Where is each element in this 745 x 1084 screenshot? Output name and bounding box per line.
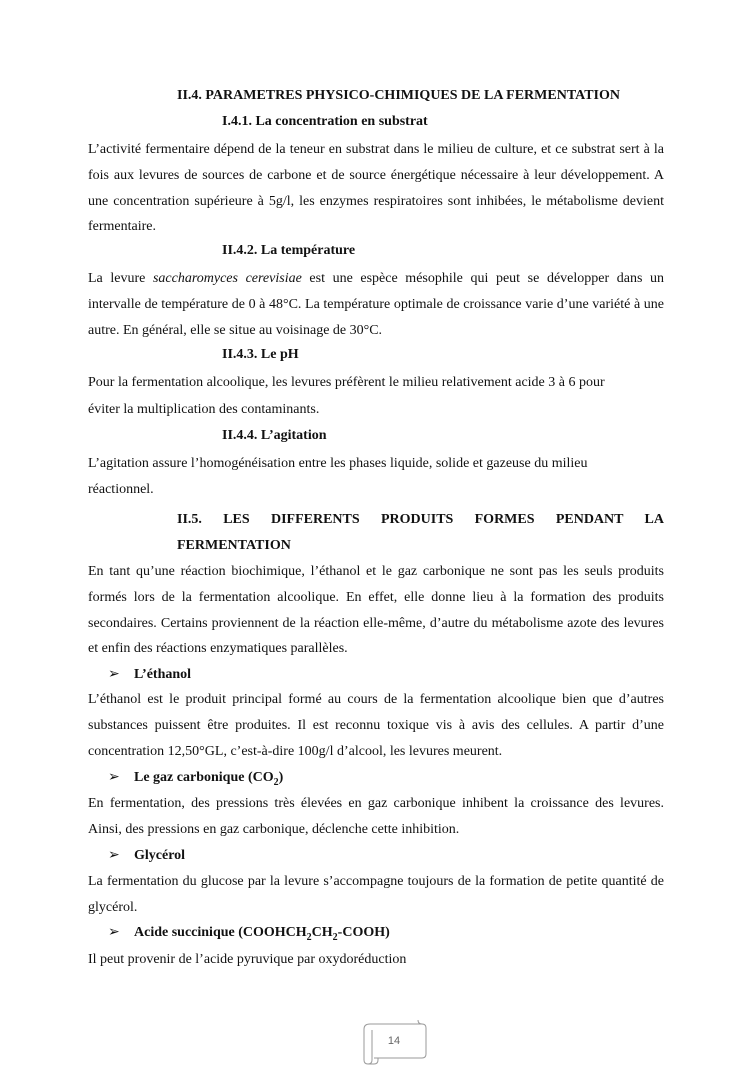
paragraph-agitation-line2: réactionnel. — [88, 482, 154, 497]
bullet-glycerol: ➢ Glycérol — [108, 848, 186, 863]
arrow-bullet-icon: ➢ — [108, 770, 120, 785]
arrow-bullet-icon: ➢ — [108, 925, 120, 940]
arrow-bullet-icon: ➢ — [108, 848, 120, 863]
subheading-4-3: II.4.3. Le pH — [222, 347, 299, 362]
paragraph-substrat: L’activité fermentaire dépend de la teneur en substrat dans le milieu de culture, et ce substrat sert à la fois aux levures de sources de carbone et de source énergétique nécessaire à leur développement. A une concentration supérieure à 5g/l, les enzymes respiratoires sont inhibées, le métabolisme devient fermentaire. — [88, 142, 664, 235]
paragraph-co2: En fermentation, des pressions très élevées en gaz carbonique inhibent la croissance des levures. Ainsi, des pressions en gaz carbonique, déclenche cette inhibition. — [88, 796, 664, 837]
paragraph-ph-line1: Pour la fermentation alcoolique, les levures préfèrent le milieu relativement acide 3 à 6 pour — [88, 375, 605, 390]
subheading-4-4: II.4.4. L’agitation — [222, 428, 327, 443]
section-heading-2-4: II.4. PARAMETRES PHYSICO-CHIMIQUES DE LA FERMENTATION — [177, 88, 620, 103]
paragraph-ph-line2: éviter la multiplication des contaminants. — [88, 402, 320, 417]
arrow-bullet-icon: ➢ — [108, 667, 120, 682]
paragraph-temperature: La levure saccharomyces cerevisiae est une espèce mésophile qui peut se développer dans un intervalle de température de 0 à 48°C. La température optimale de croissance varie d’une variété à une autre. En général, elle se situe au voisinage de 30°C. — [88, 271, 665, 338]
bullet-acide-succinique: ➢ Acide succinique $(COOHCH_2CH_2-COOH)$ — [108, 925, 390, 943]
paragraph-succinique: Il peut provenir de l’acide pyruvique par oxydoréduction — [88, 952, 407, 967]
subheading-4-1: I.4.1. La concentration en substrat — [222, 114, 428, 129]
paragraph-glycerol: La fermentation du glucose par la levure s’accompagne toujours de la formation de petite quantité de glycérol. — [88, 874, 664, 915]
paragraph-produits: En tant qu’une réaction biochimique, l’éthanol et le gaz carbonique ne sont pas les seuls produits formés lors de la fermentation alcoolique. En effet, elle donne lieu à la formation des produits secondaires. Certains proviennent de la réaction elle-même, d’autre du métabolisme azote des levures et enfin des réactions enzymatiques parallèles. — [88, 564, 664, 657]
paragraph-ethanol: L’éthanol est le produit principal formé au cours de la fermentation alcoolique bien que d’autres substances puissent être produites. Il est reconnu toxique vis à avis des cellules. A partir d’une concentration 12,50°GL, c’est-à-dire 100g/l d’alcool, les levures meurent. — [88, 692, 664, 759]
bullet-ethanol: ➢ L’éthanol — [108, 667, 192, 682]
subheading-4-2: II.4.2. La température — [222, 243, 356, 258]
section-heading-2-5: II.5. LES DIFFERENTS PRODUITS FORMES PENDANT LA FERMENTATION — [177, 512, 664, 553]
bullet-co2: ➢ Le gaz carbonique $(CO_2)$ — [108, 770, 284, 788]
species-name: saccharomyces cerevisiae — [152, 271, 302, 286]
page-number: 14 — [387, 1035, 401, 1047]
paragraph-agitation-line1: L’agitation assure l’homogénéisation entre les phases liquide, solide et gazeuse du milieu — [88, 456, 588, 471]
